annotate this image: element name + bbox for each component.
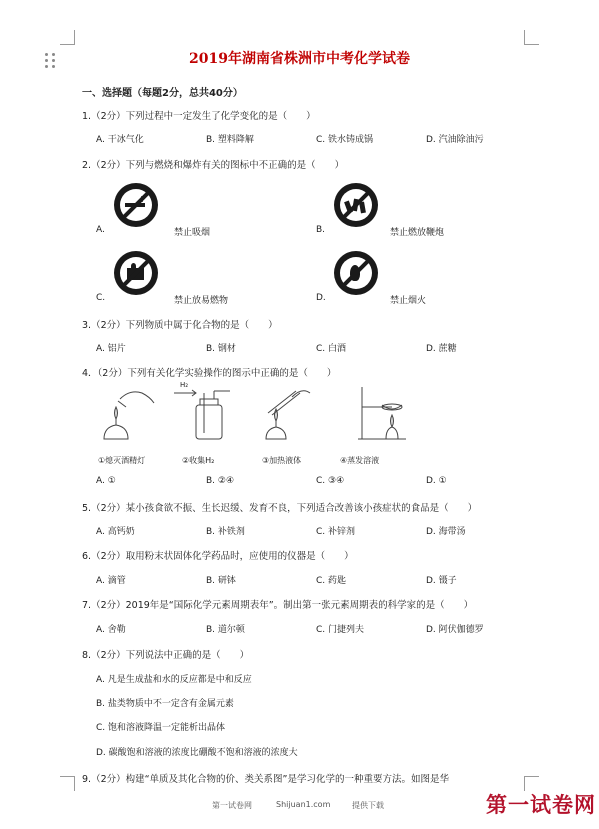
q2-option-c-letter[interactable]: C. xyxy=(96,293,106,303)
q5-option-a[interactable]: A. 高钙奶 xyxy=(96,527,135,537)
evaporate-solution-illustration xyxy=(358,387,406,439)
q8-option-b[interactable]: B. 盐类物质中不一定含有金属元素 xyxy=(96,699,234,709)
section-heading: 一、选择题（每题2分，总共40分） xyxy=(82,88,243,99)
q5-option-b[interactable]: B. 补铁剂 xyxy=(206,527,245,537)
h2-label: H₂ xyxy=(180,381,189,389)
q4-option-d[interactable]: D. ① xyxy=(426,476,447,486)
q2-option-b-letter[interactable]: B. xyxy=(316,225,326,235)
q7-option-d[interactable]: D. 阿伏伽德罗 xyxy=(426,625,484,635)
q3-option-a[interactable]: A. 铝片 xyxy=(96,344,126,354)
q4-option-c[interactable]: C. ③④ xyxy=(316,476,345,486)
q4-caption-2: ②收集H₂ xyxy=(182,456,215,465)
q6-option-d[interactable]: D. 镊子 xyxy=(426,576,457,586)
q2-option-b-label: 禁止燃放鞭炮 xyxy=(390,228,445,238)
q7-option-a[interactable]: A. 舍勒 xyxy=(96,625,126,635)
no-smoking-icon xyxy=(114,183,158,227)
q1-option-b[interactable]: B. 塑料降解 xyxy=(206,135,254,145)
footer-site-url[interactable]: Shijuan1.com xyxy=(276,800,331,809)
no-flammables-icon xyxy=(114,251,158,295)
no-open-flame-icon xyxy=(334,251,378,295)
question-7: 7.（2分）2019年是“国际化学元素周期表年”。制出第一张元素周期表的科学家的是（ ） xyxy=(82,600,474,611)
q1-option-c[interactable]: C. 铁水铸成锅 xyxy=(316,135,374,145)
footer-site-name: 第一试卷网 xyxy=(212,801,252,810)
crop-mark-top-left xyxy=(60,30,75,45)
collect-h2-illustration xyxy=(174,390,230,439)
q8-option-d[interactable]: D. 碳酸饱和溶液的浓度比硼酸不饱和溶液的浓度大 xyxy=(96,748,298,758)
extinguish-lamp-illustration xyxy=(104,392,154,439)
q8-option-c[interactable]: C. 饱和溶液降温一定能析出晶体 xyxy=(96,723,226,733)
crop-mark-top-right xyxy=(524,30,539,45)
q4-caption-1: ①熄灭酒精灯 xyxy=(98,456,146,465)
question-5: 5.（2分）某小孩食欲不振、生长迟缓、发育不良，下列适合改善该小孩症状的食品是（ ） xyxy=(82,503,478,514)
question-6: 6.（2分）取用粉末状固体化学药品时，应使用的仪器是（ ） xyxy=(82,551,354,562)
q6-option-b[interactable]: B. 研钵 xyxy=(206,576,236,586)
q7-option-b[interactable]: B. 道尔顿 xyxy=(206,625,245,635)
watermark-logo: 第一试卷网 xyxy=(486,792,596,817)
q2-option-a-letter[interactable]: A. xyxy=(96,225,105,235)
q1-option-a[interactable]: A. 干冰气化 xyxy=(96,135,144,145)
q5-option-c[interactable]: C. 补锌剂 xyxy=(316,527,356,537)
q2-option-d-letter[interactable]: D. xyxy=(316,293,326,303)
q6-option-a[interactable]: A. 滴管 xyxy=(96,576,126,586)
heat-liquid-illustration xyxy=(266,391,310,439)
q4-caption-4: ④蒸发溶液 xyxy=(340,456,380,465)
q1-option-d[interactable]: D. 汽油除油污 xyxy=(426,135,484,145)
q4-option-a[interactable]: A. ① xyxy=(96,476,116,486)
question-9: 9.（2分）构建“单质及其化合物的价、类关系图”是学习化学的一种重要方法。如图是华 xyxy=(82,774,449,785)
q7-option-c[interactable]: C. 门捷列夫 xyxy=(316,625,365,635)
question-1: 1.（2分）下列过程中一定发生了化学变化的是（ ） xyxy=(82,111,316,122)
q2-option-c-label: 禁止放易燃物 xyxy=(174,296,229,306)
q2-option-d-label: 禁止烟火 xyxy=(390,296,427,306)
page-title: 2019年湖南省株洲市中考化学试卷 xyxy=(189,51,410,67)
question-2: 2.（2分）下列与燃烧和爆炸有关的图标中不正确的是（ ） xyxy=(82,160,345,171)
q5-option-d[interactable]: D. 海带汤 xyxy=(426,527,466,537)
lab-operations-figure xyxy=(96,383,426,443)
footer-download: 提供下载 xyxy=(352,801,384,810)
q3-option-c[interactable]: C. 白酒 xyxy=(316,344,347,354)
crop-mark-bottom-left xyxy=(60,776,75,791)
q6-option-c[interactable]: C. 药匙 xyxy=(316,576,347,586)
q2-option-a-label: 禁止吸烟 xyxy=(174,228,211,238)
question-8: 8.（2分）下列说法中正确的是（ ） xyxy=(82,650,250,661)
q4-option-b[interactable]: B. ②④ xyxy=(206,476,235,486)
q4-caption-3: ③加热液体 xyxy=(262,456,302,465)
question-3: 3.（2分）下列物质中属于化合物的是（ ） xyxy=(82,320,278,331)
no-firecrackers-icon xyxy=(334,183,378,227)
q3-option-b[interactable]: B. 钢材 xyxy=(206,344,236,354)
q3-option-d[interactable]: D. 蔗糖 xyxy=(426,344,457,354)
question-4: 4．（2分）下列有关化学实验操作的图示中正确的是（ ） xyxy=(82,368,337,379)
q8-option-a[interactable]: A. 凡是生成盐和水的反应都是中和反应 xyxy=(96,675,252,685)
